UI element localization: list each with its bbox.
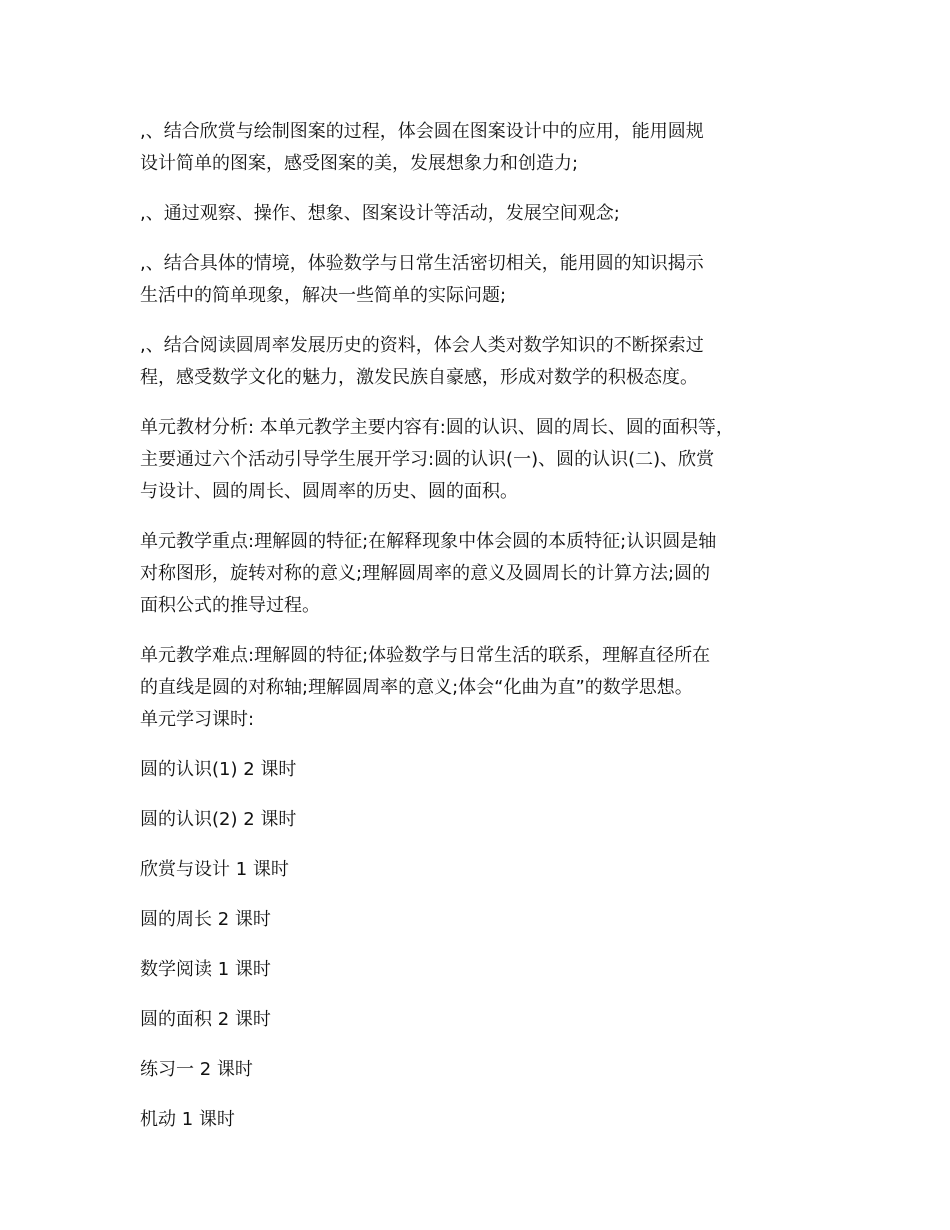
text-line: 与设计、圆的周长、圆周率的历史、圆的面积。	[140, 481, 518, 502]
text-line: ,、通过观察、操作、想象、图案设计等活动，发展空间观念;	[140, 203, 620, 224]
class-hour-item: 数学阅读 1 课时	[140, 959, 271, 980]
class-hours-heading: 单元学习课时:	[140, 709, 255, 730]
text-line: 主要通过六个活动引导学生展开学习:圆的认识(一)、圆的认识(二)、欣赏	[140, 449, 715, 470]
class-hour-item: 圆的周长 2 课时	[140, 909, 271, 930]
text-line: 生活中的简单现象，解决一些简单的实际问题;	[140, 285, 507, 306]
text-line: 程，感受数学文化的魅力，激发民族自豪感，形成对数学的积极态度。	[140, 367, 698, 388]
class-hour-item: 机动 1 课时	[140, 1109, 235, 1130]
class-hour-item: 圆的认识(1) 2 课时	[140, 759, 297, 780]
class-hour-item: 练习一 2 课时	[140, 1059, 253, 1080]
objective-paragraph-1	[140, 116, 840, 180]
text-line: 单元教学重点:理解圆的特征;在解释现象中体会圆的本质特征;认识圆是轴	[140, 531, 717, 552]
text-line: 设计简单的图案，感受图案的美，发展想象力和创造力;	[140, 153, 579, 174]
text-line: 面积公式的推导过程。	[140, 595, 320, 616]
class-hour-item: 欣赏与设计 1 课时	[140, 859, 289, 880]
text-line: 单元教学难点:理解圆的特征;体验数学与日常生活的联系，理解直径所在	[140, 645, 711, 666]
text-line: ,、结合阅读圆周率发展历史的资料，体会人类对数学知识的不断探索过	[140, 335, 704, 356]
objective-paragraph-4	[140, 330, 840, 394]
text-line: ,、结合欣赏与绘制图案的过程，体会圆在图案设计中的应用，能用圆规	[140, 121, 704, 142]
class-hours-list	[140, 754, 840, 1136]
document-page	[140, 116, 840, 1154]
text-line: 的直线是圆的对称轴;理解圆周率的意义;体会“化曲为直”的数学思想。	[140, 677, 693, 698]
objective-paragraph-3	[140, 248, 840, 312]
text-line: 单元教材分析: 本单元教学主要内容有:圆的认识、圆的周长、圆的面积等，	[140, 417, 734, 438]
text-line: ,、结合具体的情境，体验数学与日常生活密切相关，能用圆的知识揭示	[140, 253, 704, 274]
class-hour-item: 圆的面积 2 课时	[140, 1009, 271, 1030]
key-points-paragraph	[140, 526, 840, 622]
text-line: 对称图形，旋转对称的意义;理解圆周率的意义及圆周长的计算方法;圆的	[140, 563, 711, 584]
class-hour-item: 圆的认识(2) 2 课时	[140, 809, 297, 830]
objective-paragraph-2	[140, 198, 840, 230]
unit-analysis-paragraph	[140, 412, 840, 508]
difficulties-paragraph	[140, 640, 840, 736]
